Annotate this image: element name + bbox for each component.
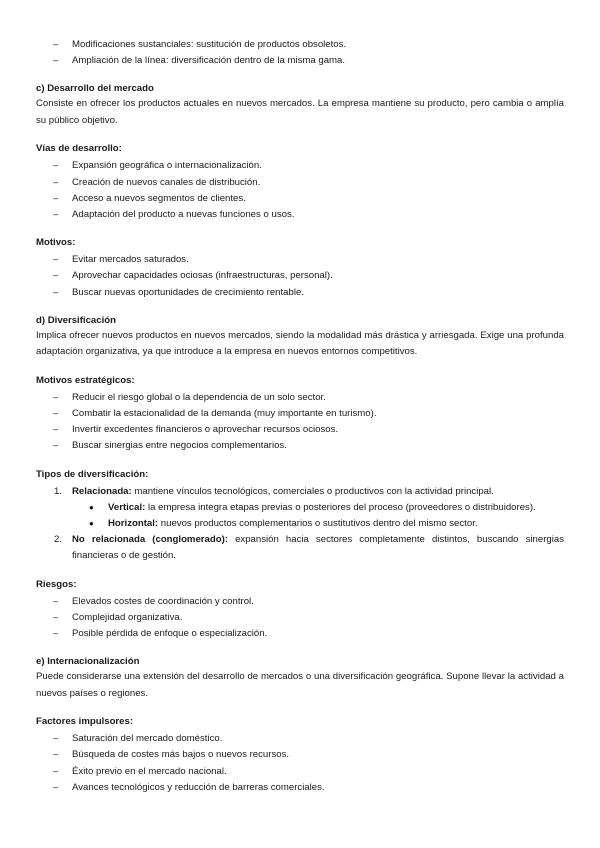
list-item: – Buscar nuevas oportunidades de crecimiento rentable. [53, 286, 304, 298]
list-item: – Búsqueda de costes más bajos o nuevos recursos. [53, 749, 290, 761]
list-item: – Ampliación de la línea: diversificación dentro de la misma gama. [53, 55, 346, 67]
motivos-heading: Motivos: [36, 237, 76, 249]
list-item: – Invertir excedentes financieros o aprovechar recursos ociosos. [53, 424, 339, 436]
riesgos-heading: Riesgos: [36, 578, 77, 590]
vias-heading: Vías de desarrollo: [36, 143, 122, 155]
list-item: – Modificaciones sustanciales: sustitución de productos obsoletos. [53, 39, 347, 50]
list-item: – Acceso a nuevos segmentos de clientes. [53, 192, 246, 204]
list-item: – Posible pérdida de enfoque o especialización. [53, 628, 268, 640]
section-c-paragraph: Consiste en ofrecer los productos actuales en nuevos mercados. La empresa mantiene su producto, pero cambia o amplía su público objetivo. [36, 98, 564, 126]
list-item: – Complejidad organizativa. [53, 611, 183, 623]
factores-list [36, 731, 564, 796]
section-c-heading: c) Desarrollo del mercado [36, 83, 154, 95]
list-item: – Creación de nuevos canales de distribución. [53, 176, 261, 188]
vias-list [36, 158, 564, 223]
tipos-heading: Tipos de diversificación: [36, 468, 149, 480]
list-item: – Avances tecnológicos y reducción de barreras comerciales. [53, 781, 325, 793]
top-list [36, 37, 564, 69]
list-item: – Elevados costes de coordinación y control. [53, 595, 254, 607]
motivos-list [36, 252, 564, 301]
list-item: – Reducir el riesgo global o la dependencia de un solo sector. [53, 391, 326, 403]
factores-heading: Factores impulsores: [36, 716, 134, 728]
list-item: – Aprovechar capacidades ociosas (infraestructuras, personal). [53, 270, 333, 282]
list-item: – Éxito previo en el mercado nacional. [53, 765, 227, 777]
list-item: – Adaptación del producto a nuevas funciones o usos. [53, 209, 295, 221]
list-item-relacionada: 1. Relacionada: mantiene vínculos tecnológicos, comerciales o productivos con la actividad principal. ● Vertical: la empresa integra etapas previas o posteriores del proceso (proveedores o distribuidores). ● Horizontal: nuevos productos complementarios o sustitutivos dentro del mismo sector. [36, 484, 564, 533]
section-e-heading: e) Internacionalización [36, 656, 140, 668]
relacionada-sublist [72, 500, 564, 532]
list-item: – Evitar mercados saturados. [53, 254, 189, 266]
riesgos-list [36, 594, 564, 643]
tipos-list [36, 484, 564, 565]
document-page [36, 37, 564, 796]
list-item: – Expansión geográfica o internacionalización. [53, 160, 262, 172]
list-item-no-relacionada: 2. No relacionada (conglomerado): expansión hacia sectores completamente distintos, buscando sinergias financieras o de gestión. [54, 534, 565, 562]
section-d-paragraph: Implica ofrecer nuevos productos en nuevos mercados, siendo la modalidad más drástica y arriesgada. Exige una profunda adaptación organizativa, ya que introduce a la empresa en nuevos entornos competitivos. [36, 329, 564, 358]
list-item: – Combatir la estacionalidad de la demanda (muy importante en turismo). [53, 408, 377, 420]
motivos-estrategicos-heading: Motivos estratégicos: [36, 374, 135, 386]
list-item: – Buscar sinergias entre negocios complementarios. [53, 440, 287, 452]
section-e-paragraph: Puede considerarse una extensión del desarrollo de mercados o una diversificación geográfica. Supone llevar la actividad a nuevos países o regiones. [36, 671, 564, 699]
section-d-heading: d) Diversificación [36, 314, 116, 326]
motivos-estrategicos-list [36, 390, 564, 455]
list-item-horizontal: ● Horizontal: nuevos productos complementarios o sustitutivos dentro del mismo sector. [89, 518, 478, 530]
list-item: – Saturación del mercado doméstico. [53, 733, 223, 745]
list-item-vertical: ● Vertical: la empresa integra etapas previas o posteriores del proceso (proveedores o distribuidores). [89, 501, 536, 513]
